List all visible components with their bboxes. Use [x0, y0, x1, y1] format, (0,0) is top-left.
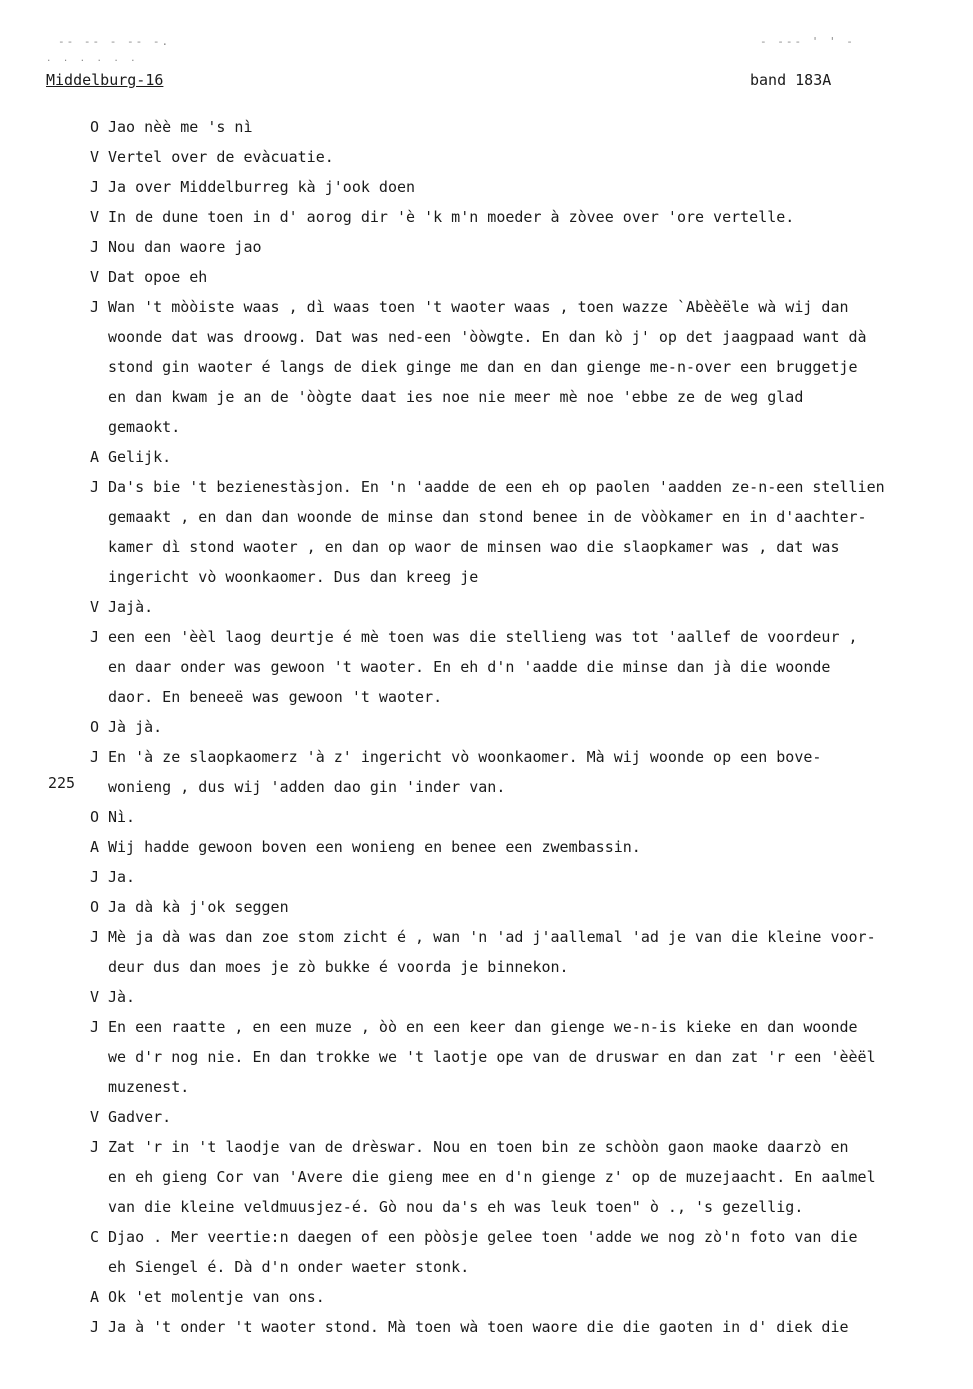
utterance-line: we d'r nog nie. En dan trokke we 't laotje ope van de druswar en dan zat 'r een 'èèël [108, 1048, 876, 1066]
speaker-label: J [90, 928, 100, 946]
utterance-line: Ja over Middelburreg kà j'ook doen [108, 178, 416, 196]
utterance-line: Jao nèè me 's nì [108, 118, 253, 136]
utterance-text [108, 982, 970, 1012]
utterance-line: kamer dì stond waoter , en dan op waor de minsen wao die slaopkamer was , dat was [108, 538, 840, 556]
utterance-line: Ja à 't onder 't waoter stond. Mà toen wà toen waore die die gaoten in d' diek die [108, 1318, 849, 1336]
utterance-text [108, 922, 970, 982]
transcript-entry [90, 232, 970, 262]
utterance-line: stond gin waoter é langs de diek ginge me dan en dan gienge me-n-over een bruggetje [108, 358, 858, 376]
transcript-entry [90, 982, 970, 1012]
transcript-entry [90, 112, 970, 142]
transcript-entry [90, 142, 970, 172]
line-number-marker: 225 [48, 774, 76, 792]
utterance-line: wonieng , dus wij 'adden dao gin 'inder van. [108, 778, 506, 796]
transcript-entry [90, 862, 970, 892]
transcript-entry [90, 1282, 970, 1312]
utterance-text [108, 442, 970, 472]
utterance-line: eh Siengel é. Dà d'n onder waeter stonk. [108, 1258, 470, 1276]
band-label: band 183A [750, 71, 832, 89]
scan-noise-left: -- -- - -- -. [58, 35, 171, 48]
utterance-line: Nì. [108, 808, 136, 826]
utterance-line: Wan 't mòòiste waas , dì waas toen 't waoter waas , toen wazze `Abèèële wà wij dan [108, 298, 849, 316]
utterance-text [108, 202, 970, 232]
speaker-label: V [90, 988, 100, 1006]
speaker-label: V [90, 148, 100, 166]
utterance-line: Jà jà. [108, 718, 163, 736]
transcript-entry [90, 172, 970, 202]
utterance-line: en eh gieng Cor van 'Avere die gieng mee en d'n gienge z' op de muzejaacht. En aalmel [108, 1168, 876, 1186]
speaker-label: J [90, 298, 100, 316]
utterance-text [108, 862, 970, 892]
speaker-label: C [90, 1228, 100, 1246]
speaker-label: J [90, 1138, 100, 1156]
utterance-text [108, 1102, 970, 1132]
utterance-line: Jajà. [108, 598, 154, 616]
transcript-entry [90, 742, 970, 802]
transcript-entry [90, 202, 970, 232]
transcript-body [90, 112, 970, 1342]
speaker-label: J [90, 748, 100, 766]
utterance-text [108, 262, 970, 292]
scan-noise-right: - --- ' ' - [760, 35, 855, 48]
utterance-text [108, 712, 970, 742]
utterance-text [108, 1222, 970, 1282]
utterance-line: Gelijk. [108, 448, 172, 466]
speaker-label: O [90, 718, 100, 736]
utterance-line: Da's bie 't bezienestàsjon. En 'n 'aadde de een eh op paolen 'aadden ze-n-een stellien [108, 478, 885, 496]
utterance-text [108, 142, 970, 172]
speaker-label: J [90, 1018, 100, 1036]
utterance-line: een een 'èèl laog deurtje é mè toen was die stellieng was tot 'aallef de voordeur , [108, 628, 858, 646]
transcript-entry [90, 1222, 970, 1282]
utterance-text [108, 112, 970, 142]
speaker-label: A [90, 1288, 100, 1306]
utterance-line: Nou dan waore jao [108, 238, 262, 256]
utterance-text [108, 1312, 970, 1342]
speaker-label: O [90, 118, 100, 136]
utterance-text [108, 232, 970, 262]
utterance-line: Ja. [108, 868, 136, 886]
utterance-line: Vertel over de evàcuatie. [108, 148, 334, 166]
transcript-entry [90, 262, 970, 292]
utterance-line: Wij hadde gewoon boven een wonieng en benee een zwembassin. [108, 838, 641, 856]
utterance-text [108, 292, 970, 442]
utterance-text [108, 172, 970, 202]
utterance-line: Dat opoe eh [108, 268, 208, 286]
utterance-line: en dan kwam je an de 'òògte daat ies noe nie meer mè noe 'ebbe ze de weg glad [108, 388, 804, 406]
utterance-text [108, 622, 970, 712]
transcript-entry [90, 472, 970, 592]
speaker-label: O [90, 898, 100, 916]
utterance-line: Jà. [108, 988, 136, 1006]
transcript-entry [90, 1132, 970, 1222]
utterance-line: En een raatte , en een muze , òò en een keer dan gienge we-n-is kieke en dan woonde [108, 1018, 858, 1036]
transcript-entry [90, 712, 970, 742]
transcript-entry [90, 1102, 970, 1132]
utterance-line: Gadver. [108, 1108, 172, 1126]
utterance-line: gemaakt , en dan dan woonde de minse dan stond benee in de vòòkamer en in d'aachter- [108, 508, 867, 526]
transcript-entry [90, 832, 970, 862]
utterance-line: Ok 'et molentje van ons. [108, 1288, 325, 1306]
utterance-line: ingericht vò woonkaomer. Dus dan kreeg je [108, 568, 479, 586]
utterance-line: en daar onder was gewoon 't waoter. En eh d'n 'aadde die minse dan jà die woonde [108, 658, 831, 676]
transcript-entry [90, 622, 970, 712]
utterance-text [108, 742, 970, 802]
speaker-label: J [90, 1318, 100, 1336]
utterance-text [108, 892, 970, 922]
speaker-label: V [90, 598, 100, 616]
utterance-line: Ja dà kà j'ok seggen [108, 898, 289, 916]
utterance-line: van die kleine veldmuusjez-é. Gò nou da's eh was leuk toen" ò ., 's gezellig. [108, 1198, 804, 1216]
utterance-line: En 'à ze slaopkaomerz 'à z' ingericht vò woonkaomer. Mà wij woonde op een bove- [108, 748, 822, 766]
speaker-label: J [90, 478, 100, 496]
speaker-label: O [90, 808, 100, 826]
utterance-text [108, 802, 970, 832]
utterance-line: In de dune toen in d' aorog dir 'è 'k m'n moeder à zòvee over 'ore vertelle. [108, 208, 795, 226]
utterance-line: daor. En beneeë was gewoon 't waoter. [108, 688, 443, 706]
speaker-label: J [90, 868, 100, 886]
transcript-entry [90, 922, 970, 982]
transcript-entry [90, 802, 970, 832]
speaker-label: V [90, 1108, 100, 1126]
utterance-line: Djao . Mer veertie:n daegen of een pòòsje gelee toen 'adde we nog zò'n foto van die [108, 1228, 858, 1246]
utterance-text [108, 472, 970, 592]
transcript-entry [90, 1312, 970, 1342]
speaker-label: J [90, 178, 100, 196]
utterance-line: gemaokt. [108, 418, 181, 436]
speaker-label: J [90, 628, 100, 646]
transcript-entry [90, 442, 970, 472]
utterance-text [108, 592, 970, 622]
utterance-text [108, 832, 970, 862]
speaker-label: J [90, 238, 100, 256]
transcript-entry [90, 892, 970, 922]
speaker-label: V [90, 268, 100, 286]
utterance-text [108, 1012, 970, 1102]
transcript-entry [90, 592, 970, 622]
utterance-text [108, 1282, 970, 1312]
utterance-line: Mè ja dà was dan zoe stom zicht é , wan 'n 'ad j'aallemal 'ad je van die kleine voor- [108, 928, 876, 946]
speaker-label: V [90, 208, 100, 226]
utterance-line: muzenest. [108, 1078, 190, 1096]
utterance-text [108, 1132, 970, 1222]
document-title: Middelburg-16 [46, 71, 164, 89]
utterance-line: Zat 'r in 't laodje van de drèswar. Nou en toen bin ze schòòn gaon maoke daarzò en [108, 1138, 849, 1156]
utterance-line: deur dus dan moes je zò bukke é voorda je binnekon. [108, 958, 569, 976]
transcript-entry [90, 1012, 970, 1102]
speaker-label: A [90, 838, 100, 856]
speaker-label: A [90, 448, 100, 466]
scan-noise-dots: . . . . . . [46, 54, 139, 64]
transcript-entry [90, 292, 970, 442]
utterance-line: woonde dat was droowg. Dat was ned-een 'òòwgte. En dan kò j' op det jaagpaad want dà [108, 328, 867, 346]
